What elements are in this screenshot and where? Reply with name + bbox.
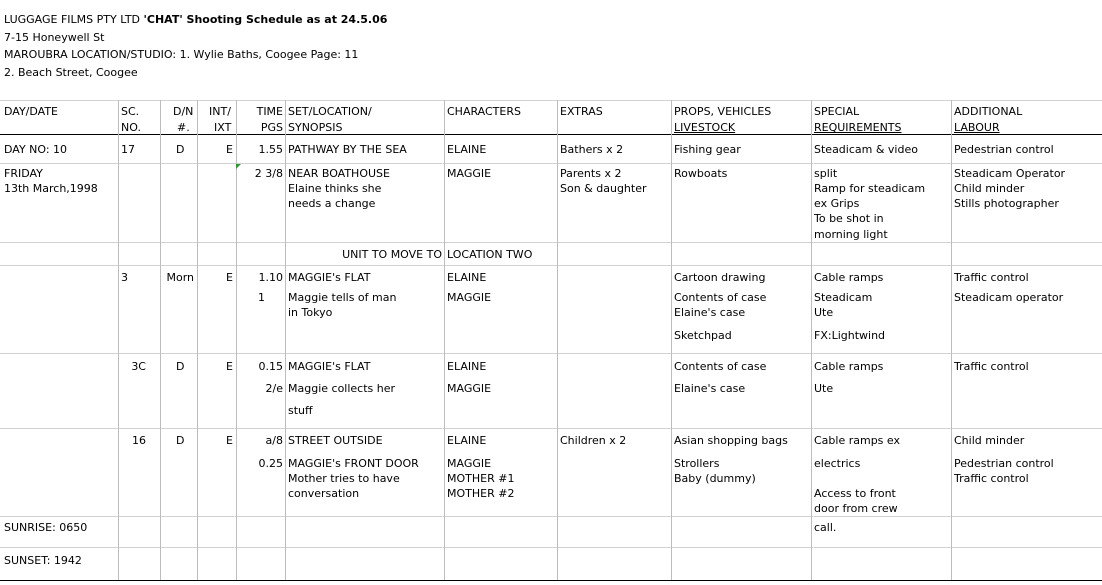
special-requirement: Cable ramps: [814, 271, 884, 284]
special-requirement: door from crew: [814, 502, 898, 515]
synopsis: Maggie collects her: [288, 382, 396, 395]
scene-number: 3C: [131, 360, 146, 373]
set-location: MAGGIE's FLAT: [288, 360, 371, 373]
special-requirement: call.: [814, 521, 837, 534]
character: MOTHER #1: [447, 472, 515, 485]
header-line-1: [4, 11, 387, 29]
special-requirement: morning light: [814, 228, 888, 241]
pages-value: 1: [258, 291, 265, 304]
scene-number: 17: [121, 143, 135, 156]
additional-labour: Steadicam Operator: [954, 167, 1066, 180]
set-location: STREET OUTSIDE: [288, 434, 383, 447]
shoot-date: 13th March,1998: [4, 182, 98, 195]
column-divider: [811, 100, 812, 580]
special-requirement: Cable ramps: [814, 360, 884, 373]
day-night-value: D: [176, 434, 185, 447]
grid-line: [0, 547, 1102, 548]
props: Baby (dummy): [674, 472, 756, 485]
pages-value: 2 3/8: [254, 167, 283, 180]
special-requirement: split: [814, 167, 838, 180]
col-header-requirements: REQUIREMENTS: [814, 121, 902, 134]
pages-value: 2/e: [265, 382, 283, 395]
special-requirement: To be shot in: [814, 212, 884, 225]
character: ELAINE: [447, 271, 487, 284]
sunset-time: SUNSET: 1942: [4, 554, 82, 567]
additional-labour: Child minder: [954, 182, 1025, 195]
additional-labour: Traffic control: [954, 360, 1029, 373]
character: MAGGIE: [447, 382, 492, 395]
grid-line-bottom: [0, 580, 1102, 581]
time-value: 1.10: [258, 271, 283, 284]
column-divider: [671, 100, 672, 580]
pages-value: a/8: [265, 434, 283, 447]
props: Elaine's case: [674, 382, 746, 395]
column-divider: [951, 100, 952, 580]
int-ext-value: E: [226, 434, 233, 447]
unit-move-note: UNIT TO MOVE TO: [342, 248, 442, 261]
int-ext-value: E: [226, 143, 233, 156]
day-night-value: Morn: [166, 271, 194, 284]
synopsis: in Tokyo: [288, 306, 333, 319]
sunrise-time: SUNRISE: 0650: [4, 521, 88, 534]
col-header-day-night-num: #.: [177, 121, 190, 134]
col-header-time: TIME: [256, 105, 283, 118]
special-requirement: Access to front: [814, 487, 896, 500]
additional-labour: Traffic control: [954, 472, 1029, 485]
header-line-2: 7-15 Honeywell St: [4, 30, 105, 44]
col-header-scene: SC.: [121, 105, 140, 118]
column-divider: [444, 100, 445, 580]
time-value: 0.15: [258, 360, 283, 373]
special-requirement: FX:Lightwind: [814, 329, 886, 342]
character: MAGGIE: [447, 167, 492, 180]
col-header-special: SPECIAL: [814, 105, 860, 118]
props: Contents of case: [674, 360, 767, 373]
col-header-int-ext-2: IXT: [214, 121, 232, 134]
grid-line: [0, 516, 1102, 517]
character: MOTHER #2: [447, 487, 515, 500]
unit-move-location: LOCATION TWO: [447, 248, 533, 261]
header-line-4: 2. Beach Street, Coogee: [4, 65, 138, 79]
synopsis: stuff: [288, 404, 313, 417]
special-requirement: ex Grips: [814, 197, 860, 210]
character: MAGGIE: [447, 291, 492, 304]
col-header-pages: PGS: [260, 121, 283, 134]
company-name: LUGGAGE FILMS PTY LTD: [4, 13, 141, 26]
extras: Bathers x 2: [560, 143, 624, 156]
extras: Parents x 2: [560, 167, 622, 180]
schedule-header: [4, 11, 387, 81]
col-header-int-ext: INT/: [209, 105, 231, 118]
scene-number: 16: [132, 434, 146, 447]
grid-line: [0, 163, 1102, 164]
character: MAGGIE: [447, 457, 492, 470]
synopsis: conversation: [288, 487, 360, 500]
special-requirement: electrics: [814, 457, 861, 470]
synopsis: Mother tries to have: [288, 472, 400, 485]
col-header-labour: LABOUR: [954, 121, 1000, 134]
additional-labour: Stills photographer: [954, 197, 1059, 210]
col-header-livestock: LIVESTOCK: [674, 121, 736, 134]
character: ELAINE: [447, 143, 487, 156]
special-requirement: Cable ramps ex: [814, 434, 900, 447]
props: Elaine's case: [674, 306, 746, 319]
day-name: FRIDAY: [4, 167, 43, 180]
header-line-3: MAROUBRA LOCATION/STUDIO: 1. Wylie Baths, Coogee Page: 11: [4, 48, 359, 61]
col-header-props: PROPS, VEHICLES: [674, 105, 772, 118]
grid-line: [0, 353, 1102, 354]
additional-labour: Pedestrian control: [954, 143, 1054, 156]
character: ELAINE: [447, 360, 487, 373]
special-requirement: Steadicam: [814, 291, 873, 304]
column-divider: [160, 100, 161, 580]
column-divider: [236, 100, 237, 580]
props: Rowboats: [674, 167, 728, 180]
column-divider: [197, 100, 198, 580]
props: Contents of case: [674, 291, 767, 304]
col-header-synopsis: SYNOPSIS: [288, 121, 343, 134]
column-divider: [118, 100, 119, 580]
day-night-value: D: [176, 143, 185, 156]
props: Asian shopping bags: [674, 434, 788, 447]
time-value: 1.55: [258, 143, 283, 156]
col-header-day-night: D/N: [173, 105, 194, 118]
scene-number: 3: [121, 271, 128, 284]
props: Fishing gear: [674, 143, 741, 156]
grid-line: [0, 100, 1102, 101]
synopsis: needs a change: [288, 197, 376, 210]
props: Cartoon drawing: [674, 271, 766, 284]
col-header-set-location: SET/LOCATION/: [288, 105, 372, 118]
col-header-scene-no: NO.: [121, 121, 141, 134]
int-ext-value: E: [226, 271, 233, 284]
grid-line: [0, 265, 1102, 266]
column-divider: [557, 100, 558, 580]
set-location: NEAR BOATHOUSE: [288, 167, 390, 180]
grid-line: [0, 428, 1102, 429]
day-night-value: D: [176, 360, 185, 373]
col-header-day-date: DAY/DATE: [4, 105, 58, 118]
col-header-additional: ADDITIONAL: [954, 105, 1023, 118]
props: Sketchpad: [674, 329, 732, 342]
grid-line-header-bottom: [0, 134, 1102, 135]
extras: Children x 2: [560, 434, 627, 447]
synopsis: Elaine thinks she: [288, 182, 382, 195]
col-header-characters: CHARACTERS: [447, 105, 521, 118]
additional-labour: Steadicam operator: [954, 291, 1064, 304]
extras: Son & daughter: [560, 182, 647, 195]
additional-labour: Pedestrian control: [954, 457, 1054, 470]
schedule-title: 'CHAT' Shooting Schedule as at 24.5.06: [143, 13, 388, 26]
set-location: MAGGIE's FRONT DOOR: [288, 457, 419, 470]
set-location: MAGGIE's FLAT: [288, 271, 371, 284]
int-ext-value: E: [226, 360, 233, 373]
special-requirement: Ramp for steadicam: [814, 182, 926, 195]
special-requirement: Ute: [814, 306, 834, 319]
additional-labour: Child minder: [954, 434, 1025, 447]
additional-labour: Traffic control: [954, 271, 1029, 284]
special-requirement: Steadicam & video: [814, 143, 918, 156]
synopsis: Maggie tells of man: [288, 291, 397, 304]
column-divider: [285, 100, 286, 580]
props: Strollers: [674, 457, 720, 470]
set-location: PATHWAY BY THE SEA: [288, 143, 407, 156]
special-requirement: Ute: [814, 382, 834, 395]
character: ELAINE: [447, 434, 487, 447]
grid-line: [0, 242, 1102, 243]
col-header-extras: EXTRAS: [560, 105, 603, 118]
time-value: 0.25: [258, 457, 283, 470]
day-number: DAY NO: 10: [4, 143, 68, 156]
